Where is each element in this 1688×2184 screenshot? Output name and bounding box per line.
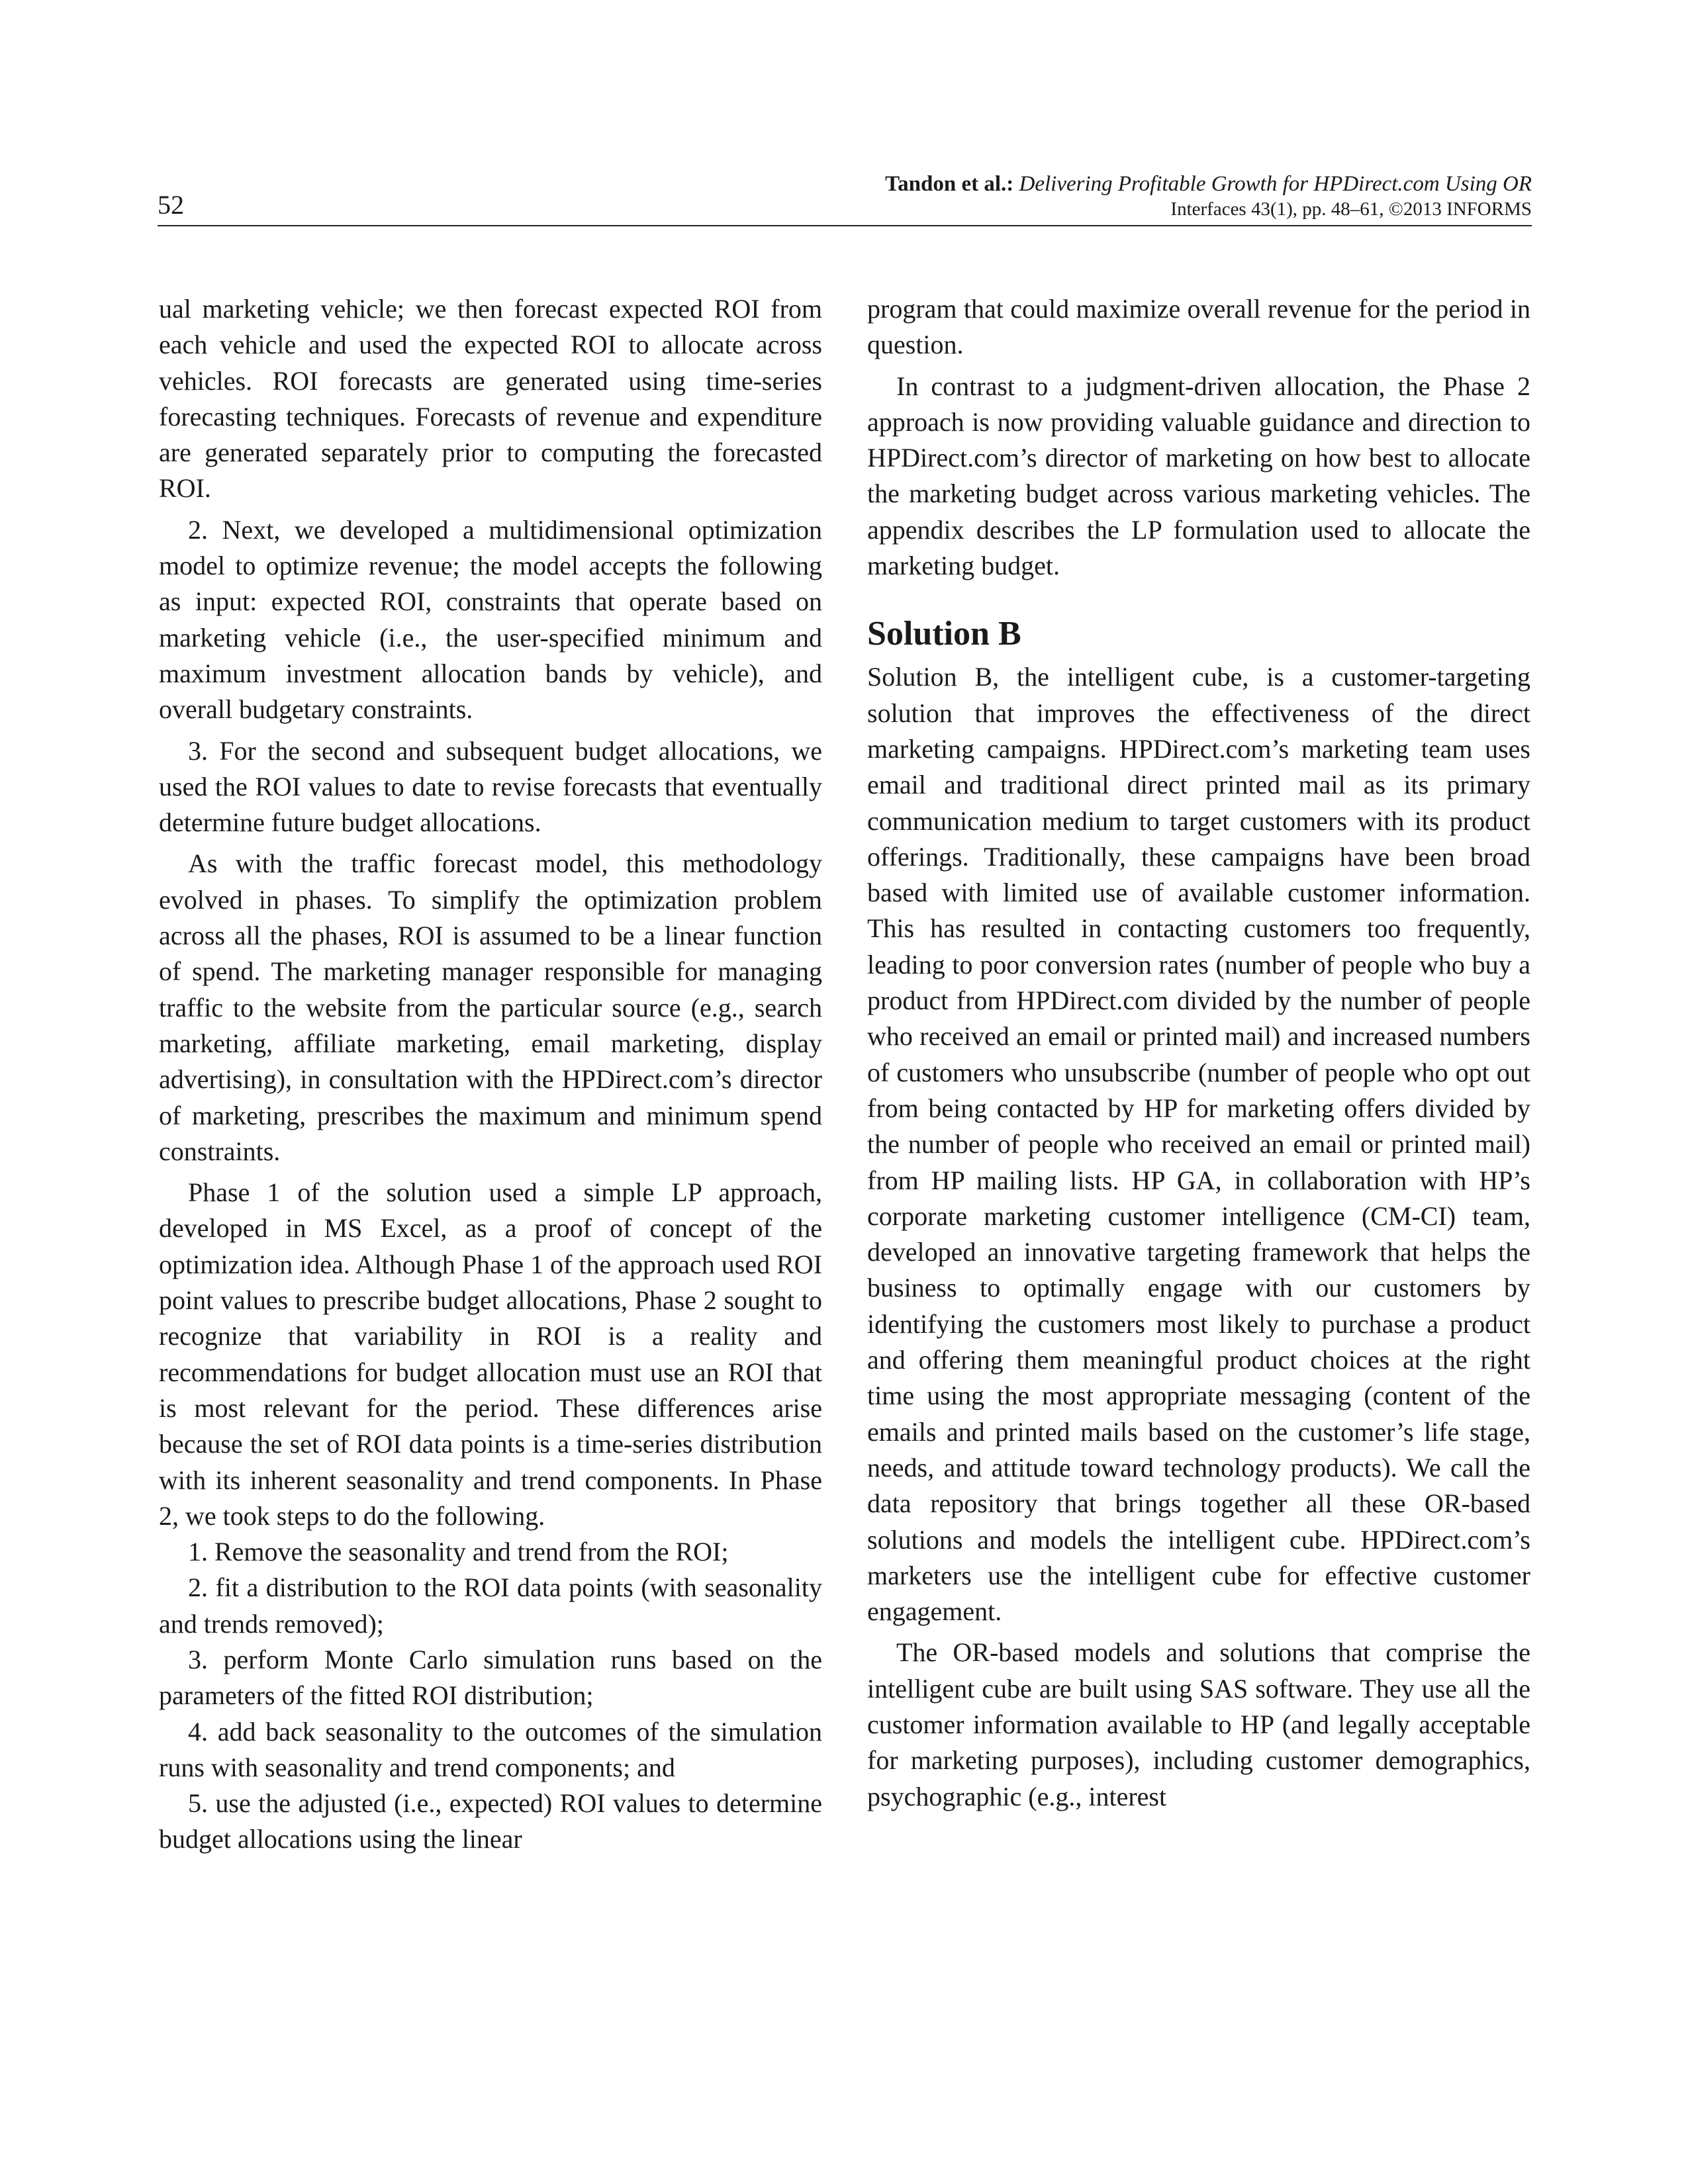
left-list-item-4: 4. add back seasonality to the outcomes of the simulation runs with seasonality and trend components; and	[159, 1716, 822, 1782]
right-column	[867, 291, 1530, 1815]
right-paragraph-2: In contrast to a judgment-driven allocation, the Phase 2 approach is now providing valuable guidance and direction to HPDirect.com’s director of marketing on how best to allocate the marketing budget across various marketing vehicles. The appendix describes the LP formulation used to allocate the marketing budget.	[867, 371, 1530, 581]
page-number: 52	[158, 190, 184, 220]
right-paragraph-1: program that could maximize overall revenue for the period in question.	[867, 294, 1530, 360]
left-column	[159, 291, 822, 1858]
running-head-journal: Interfaces 43(1), pp. 48–61, ©2013 INFORMS	[1170, 199, 1532, 220]
running-head-title-line	[885, 171, 1532, 197]
section-heading: Solution B	[867, 615, 1021, 653]
header-rule	[158, 225, 1532, 226]
left-list-item-2: 2. fit a distribution to the ROI data points (with seasonality and trends removed);	[159, 1572, 822, 1639]
running-head-authors: Tandon et al.:	[885, 172, 1014, 196]
left-paragraph-4: As with the traffic forecast model, this methodology evolved in phases. To simplify the optimization problem across all the phases, ROI is assumed to be a linear function of spend. The marketing manager responsible for managing traffic to the website from the particular source (e.g., search marketing, affiliate marketing, email marketing, display advertising), in consultation with the HPDirect.com’s director of marketing, prescribes the maximum and minimum spend constraints.	[159, 848, 822, 1166]
running-head-title: Delivering Profitable Growth for HPDirect.com Using OR	[1019, 172, 1532, 196]
left-paragraph-5: Phase 1 of the solution used a simple LP approach, developed in MS Excel, as a proof of concept of the optimization idea. Although Phase 1 of the approach used ROI point values to prescribe budget allocations, Phase 2 sought to recognize that variability in ROI is a reality and recommendations for budget allocation must use an ROI that is most relevant for the period. These differences arise because the set of ROI data points is a time-series distribution with its inherent seasonality and trend components. In Phase 2, we took steps to do the following.	[159, 1177, 823, 1531]
left-list-item-3: 3. perform Monte Carlo simulation runs based on the parameters of the fitted ROI distribution;	[159, 1644, 822, 1711]
left-paragraph-3: 3. For the second and subsequent budget allocations, we used the ROI values to date to revise forecasts that eventually determine future budget allocations.	[159, 735, 822, 838]
left-paragraph-1: ual marketing vehicle; we then forecast expected ROI from each vehicle and used the expected ROI to allocate across vehicles. ROI forecasts are generated using time-series forecasting techniques. Forecasts of revenue and expenditure are generated separately prior to computing the forecasted ROI.	[159, 294, 822, 504]
right-paragraph-4: The OR-based models and solutions that comprise the intelligent cube are built using SAS software. They use all the customer information available to HP (and legally acceptable for marketing purposes), including customer demographics, psychographic (e.g., interest	[867, 1637, 1530, 1811]
left-list-item-1: 1. Remove the seasonality and trend from the ROI;	[188, 1537, 729, 1567]
left-paragraph-2: 2. Next, we developed a multidimensional optimization model to optimize revenue; the model accepts the following as input: expected ROI, constraints that operate based on marketing vehicle (i.e., the user-specified minimum and maximum investment allocation bands by vehicle), and overall budgetary constraints.	[159, 514, 822, 725]
left-list-item-5: 5. use the adjusted (i.e., expected) ROI values to determine budget allocations using the linear	[159, 1788, 822, 1854]
running-head	[885, 171, 1532, 221]
right-paragraph-3: Solution B, the intelligent cube, is a customer-targeting solution that improves the effectiveness of the direct marketing campaigns. HPDirect.com’s marketing team uses email and traditional direct printed mail as its primary communication medium to target customers with its product offerings. Traditionally, these campaigns have been broad based with limited use of available customer information. This has resulted in contacting customers too frequently, leading to poor conversion rates (number of people who buy a product from HPDirect.com divided by the number of people who received an email or printed mail) and increased numbers of customers who unsubscribe (number of people who opt out from being contacted by HP for marketing offers divided by the number of people who received an email or printed mail) from HP mailing lists. HP GA, in collaboration with HP’s corporate marketing customer intelligence (CM-CI) team, developed an innovative targeting framework that helps the business to optimally engage with our customers by identifying the customers most likely to purchase a product and offering them meaningful product choices at the right time using the most appropriate messaging (content of the emails and printed mails based on the customer’s life stage, needs, and attitude toward technology products). We call the data repository that brings together all these OR-based solutions and models the intelligent cube. HPDirect.com’s marketers use the intelligent cube for effective customer engagement.	[867, 662, 1530, 1627]
